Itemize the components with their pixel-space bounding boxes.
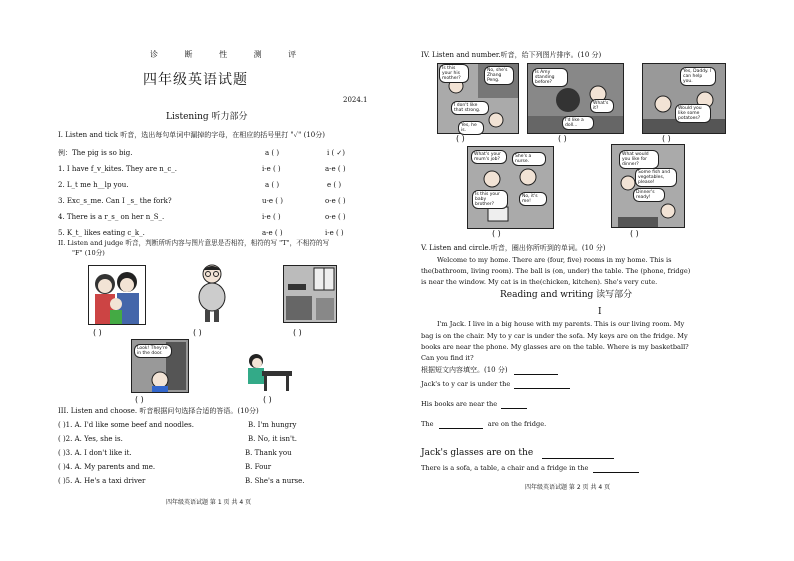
- p1-bubble-c: I don't like that strong.: [451, 101, 489, 115]
- exam-type-line: 诊 断 性 测 评: [150, 50, 309, 59]
- p5-bubble-c: Dinner's ready!: [633, 188, 665, 202]
- part1-item-5-opt-a: a-e ( ): [262, 229, 283, 237]
- right-page-footer: 四年级英语试题 第 2 页 共 4 页: [525, 484, 611, 491]
- listening-heading: Listening 听力部分: [166, 112, 248, 122]
- part5-line-1: Welcome to my home. There are (four, five) rooms in my home. This is: [437, 256, 672, 264]
- p1-bubble-b: No, she's Zhang Peng.: [484, 66, 514, 85]
- p4-bubble-c: Is this your baby brother?: [472, 190, 508, 209]
- part3-item-3: ( )3. A. I don't like it.: [58, 449, 132, 457]
- part3-item-4: ( )4. A. My parents and me.: [58, 463, 156, 471]
- part1-item-4-opt-b: o-e ( ): [325, 213, 346, 221]
- p1-bubble-a: Is this your his mother?: [439, 64, 469, 83]
- part2-instruction-line1: II. Listen and judge 听音，判断所听内容与图片意思是否相符，相符的写 "T"，不相符的写: [58, 239, 330, 247]
- part3-item-2-b: B. No, it isn't.: [248, 435, 297, 443]
- part1-item-2-opt-a: a ( ): [265, 181, 280, 189]
- p4-bubble-b: She's a nurse.: [512, 152, 546, 166]
- part1-item-1-opt-b: a-e ( ): [325, 165, 346, 173]
- part1-item-3-opt-b: o-e ( ): [325, 197, 346, 205]
- p3-bubble-a: Yes, Daddy. I can help you.: [680, 67, 716, 86]
- question-5-blank[interactable]: [593, 465, 639, 473]
- part2-speech-bubble: Look! They're in the door.: [134, 344, 172, 358]
- p2-bubble-c: I'd like a doll...: [562, 116, 594, 130]
- part1-item-5: 5. K_t_ likes eating c_k_.: [58, 229, 145, 237]
- p3-bubble-b: Would you like some potatoes?: [675, 104, 711, 123]
- p5-bubble-b: Some fish and vegetables, please!: [635, 168, 677, 187]
- part3-item-2: ( )2. A. Yes, she is.: [58, 435, 123, 443]
- family-illustration: [89, 266, 145, 324]
- question-2-text: His books are near the: [421, 400, 498, 408]
- part2-picture-kitchen: [283, 265, 337, 323]
- question-2: [421, 400, 527, 409]
- p4-bubble-a: What's your mum's job?: [471, 150, 507, 164]
- kitchen-illustration: [284, 266, 336, 322]
- part3-item-5-b: B. She's a nurse.: [245, 477, 305, 485]
- part2-answer-2[interactable]: ( ): [193, 328, 202, 337]
- part1-item-2-opt-b: e ( ): [327, 181, 342, 189]
- question-3-pre: The: [421, 420, 434, 428]
- part1-item-4-opt-a: i-e ( ): [262, 213, 281, 221]
- part4-answer-4[interactable]: ( ): [492, 229, 501, 238]
- part2-picture-boy: [192, 262, 232, 322]
- question-4: [421, 448, 614, 459]
- passage-line-4: Can you find it?: [421, 354, 474, 362]
- fill-in-title-text: 根据短文内容填空。(10 分): [421, 366, 508, 374]
- p2-bubble-b: What's it?: [590, 99, 614, 113]
- passage-line-2: bag is on the chair. My to y car is under the sofa. My keys are on the fridge. My: [421, 332, 688, 340]
- part1-example-opt-a: a ( ): [265, 149, 280, 157]
- part3-item-3-b: B. Thank you: [245, 449, 292, 457]
- part1-item-3: 3. Exc_s_me. Can I _s_ the fork?: [58, 197, 172, 205]
- part2-instruction-line2: "F" (10分): [72, 249, 105, 257]
- part3-item-4-b: B. Four: [245, 463, 272, 471]
- p5-bubble-a: What would you like for dinner?: [619, 150, 659, 169]
- part2-answer-5[interactable]: ( ): [263, 395, 272, 404]
- passage-line-3: books are near the phone. My glasses are on the table. Where is my basketball?: [421, 343, 689, 351]
- fill-in-title-blank[interactable]: [514, 367, 558, 375]
- boy-with-glasses-illustration: [192, 262, 232, 322]
- question-3: [421, 420, 546, 429]
- part1-example-opt-b: i ( ✓): [327, 149, 346, 157]
- question-5: [421, 464, 639, 473]
- fill-in-title: [421, 366, 558, 375]
- question-1: [421, 380, 570, 389]
- part1-instruction: I. Listen and tick 听音，选出每句单词中漏掉的字母，在相应的括号里打 "✓" (10分): [58, 131, 325, 139]
- part2-answer-3[interactable]: ( ): [293, 328, 302, 337]
- part2-answer-1[interactable]: ( ): [93, 328, 102, 337]
- part1-item-4: 4. There is a r_s_ on her n_S_.: [58, 213, 165, 221]
- question-4-text: Jack's glasses are on the: [421, 448, 534, 458]
- passage-line-1: I'm Jack. I live in a big house with my parents. This is our living room. My: [437, 320, 685, 328]
- question-1-blank[interactable]: [514, 381, 570, 389]
- exam-date: 2024.1: [343, 96, 368, 104]
- p2-bubble-a: Is Amy standing before?: [532, 68, 568, 87]
- part4-answer-5[interactable]: ( ): [630, 229, 639, 238]
- part2-picture-desk: [238, 351, 294, 391]
- question-3-post: are on the fridge.: [487, 420, 547, 428]
- part1-item-2: 2. L_t me h__lp you.: [58, 181, 129, 189]
- part1-item-1: 1. I have f_v_kites. They are n_c_.: [58, 165, 177, 173]
- p1-bubble-d: Yes, he is.: [458, 121, 484, 135]
- part4-answer-2[interactable]: ( ): [558, 134, 567, 143]
- reading-section-numeral: I: [598, 307, 602, 317]
- part1-item-5-opt-b: i-e ( ): [325, 229, 344, 237]
- part4-answer-3[interactable]: ( ): [662, 134, 671, 143]
- part3-item-1: ( )1. A. I'd like some beef and noodles.: [58, 421, 194, 429]
- part1-item-3-opt-a: u-e ( ): [262, 197, 283, 205]
- part4-instruction: IV. Listen and number.听音，给下列图片排序。(10 分): [421, 51, 602, 59]
- reading-heading: Reading and writing 读写部分: [500, 290, 633, 300]
- part3-item-5: ( )5. A. He's a taxi driver: [58, 477, 146, 485]
- part3-instruction: III. Listen and choose. 听音根据问句选择合适的答语。(10分): [58, 407, 259, 415]
- boy-at-desk-illustration: [238, 351, 294, 391]
- part3-item-1-b: B. I'm hungry: [248, 421, 297, 429]
- question-5-text: There is a sofa, a table, a chair and a fridge in the: [421, 464, 589, 472]
- question-4-blank[interactable]: [542, 449, 614, 459]
- part2-picture-family: [88, 265, 146, 325]
- part5-line-2: the(bathroom, living room). The ball is (on, under) the table. The (phone, fridge): [421, 267, 691, 275]
- left-page-footer: 四年级英语试题 第 1 页 共 4 页: [166, 499, 252, 506]
- question-1-text: Jack's to y car is under the: [421, 380, 511, 388]
- part4-answer-1[interactable]: ( ): [456, 134, 465, 143]
- exam-title: 四年级英语试题: [143, 72, 248, 88]
- part5-line-3: is near the window. My cat is in the(chicken, kitchen). She's very cute.: [421, 278, 658, 286]
- part1-example: 例：The pig is so big.: [58, 149, 133, 157]
- p4-bubble-d: No, it's me!: [519, 192, 547, 206]
- question-2-blank[interactable]: [501, 401, 527, 409]
- part2-answer-4[interactable]: ( ): [135, 395, 144, 404]
- question-3-blank[interactable]: [439, 421, 483, 429]
- right-page: [397, 0, 794, 561]
- part5-instruction: V. Listen and circle.听音，圈出你所听到的单词。(10 分): [421, 244, 606, 252]
- part1-item-1-opt-a: i-e ( ): [262, 165, 281, 173]
